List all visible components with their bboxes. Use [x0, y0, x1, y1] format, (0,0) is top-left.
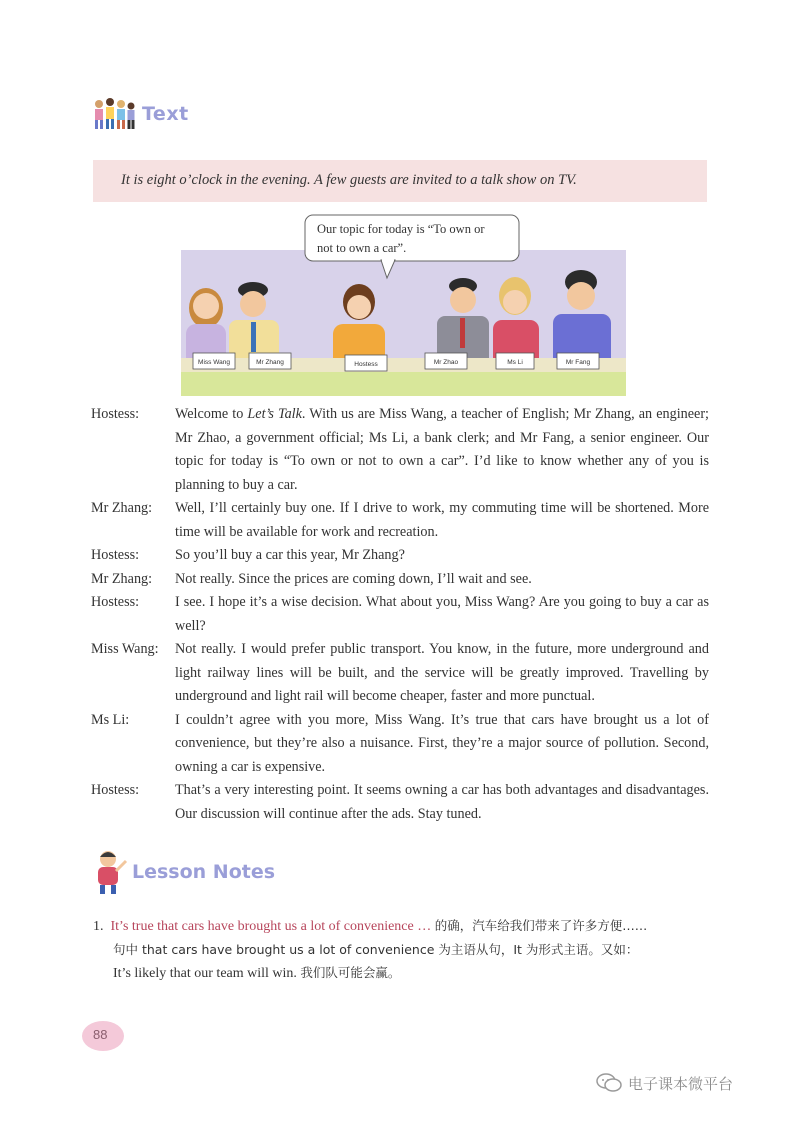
lesson-notes-body	[93, 914, 713, 985]
watermark-text: 电子课本微平台	[628, 1074, 734, 1093]
nameplate-hostess	[345, 355, 387, 371]
section-title: Text	[142, 103, 189, 125]
students-icon	[92, 97, 136, 131]
dialogue-turn	[91, 638, 709, 709]
speaker-name: Hostess:	[91, 547, 140, 563]
text-section-header	[92, 96, 189, 132]
lesson-notes-header	[92, 848, 275, 896]
speaker-name: Hostess:	[91, 406, 140, 422]
svg-text:Hostess: Hostess	[354, 361, 378, 368]
speech-text: So you’ll buy a car this year, Mr Zhang?	[175, 547, 405, 563]
speech-text: Welcome to Let’s Talk. With us are Miss Wang, a teacher of English; Mr Zhang, an engineer; Mr Zhao, a government official; Ms Li, a bank clerk; and Mr Fang, a senior engineer. Our topic for today is “To own or not to own a car”. I’d like to know whether any of you is planning to buy a car.	[175, 406, 709, 493]
intro-text: It is eight o’clock in the evening. A few guests are invited to a talk show on TV.	[121, 172, 577, 188]
speaker-name: Ms Li:	[91, 711, 130, 728]
lesson-notes-title: Lesson Notes	[132, 861, 276, 883]
speaker-name: Mr Zhang:	[91, 500, 153, 516]
speech-text: That’s a very interesting point. It seems owning a car has both advantages and disadvantages. Our discussion will continue after the ads. Stay tuned.	[175, 782, 709, 822]
page-number: 88	[93, 1027, 108, 1042]
speech-text: Not really. I would prefer public transport. You know, in the future, more underground and light railway lines will be built, and the service will be greatly improved. Travelling by underground and light rail will become cheaper, faster and more punctual.	[175, 641, 709, 704]
dialogue-turn	[91, 544, 709, 568]
dialogue-turn	[91, 568, 709, 592]
dialogue-turn	[91, 403, 709, 497]
nameplate-mr-fang	[557, 353, 599, 369]
nameplate-miss-wang	[193, 353, 235, 369]
svg-text:Ms Li: Ms Li	[507, 359, 523, 366]
wechat-icon	[596, 1072, 622, 1094]
note-item	[93, 914, 713, 938]
show-name: Let’s Talk	[247, 406, 302, 422]
speech-bubble-line2: not to own a car”.	[317, 241, 407, 255]
svg-text:Miss Wang: Miss Wang	[198, 359, 230, 366]
dialogue-turn	[91, 709, 709, 780]
dialogue-turn	[91, 779, 709, 826]
speech-bubble-line1: Our topic for today is “To own or	[317, 222, 485, 236]
speech-text: Not really. Since the prices are coming down, I’ll wait and see.	[175, 570, 532, 587]
note-example	[93, 961, 713, 985]
speech-text: I couldn’t agree with you more, Miss Wang. It’s true that cars have brought us a lot of convenience, but they’re also a nuisance. First, they’re a major source of pollution. Second, owning a car is expensive.	[175, 711, 709, 775]
note-phrase: It’s true that cars have brought us a lot of convenience …	[110, 919, 432, 934]
svg-text:Mr Zhang: Mr Zhang	[256, 359, 284, 366]
teacher-icon	[92, 849, 128, 895]
dialogue-turn	[91, 591, 709, 638]
speech-text: I see. I hope it’s a wise decision. What about you, Miss Wang? Are you going to buy a car as well?	[175, 594, 709, 634]
speech-text: Well, I’ll certainly buy one. If I drive to work, my commuting time will be shortened. More time will be available for work and recreation.	[175, 500, 709, 540]
nameplate-mr-zhang	[249, 353, 291, 369]
watermark	[596, 1072, 733, 1094]
speaker-name: Miss Wang:	[91, 641, 159, 657]
speaker-name: Hostess:	[91, 782, 140, 798]
svg-text:Mr Fang: Mr Fang	[565, 359, 591, 366]
note-explanation: 句中 that cars have brought us a lot of convenience 为主语从句，It 为形式主语。又如：	[113, 942, 639, 957]
svg-text:Mr Zhao: Mr Zhao	[433, 359, 459, 366]
intro-banner	[93, 160, 707, 202]
nameplate-mr-zhao	[425, 353, 467, 369]
note-translation: 的确，汽车给我们带来了许多方便……	[434, 918, 648, 933]
example-english: It’s likely that our team will win.	[113, 966, 297, 981]
talk-show-illustration	[181, 212, 626, 396]
note-number: 1.	[93, 919, 104, 934]
nameplate-ms-li	[496, 353, 534, 369]
page-number-badge	[82, 1021, 124, 1051]
speaker-name: Mr Zhang:	[91, 570, 153, 587]
speaker-name: Hostess:	[91, 594, 140, 610]
dialogue	[91, 403, 709, 826]
example-chinese: 我们队可能会赢。	[300, 965, 401, 980]
dialogue-turn	[91, 497, 709, 544]
